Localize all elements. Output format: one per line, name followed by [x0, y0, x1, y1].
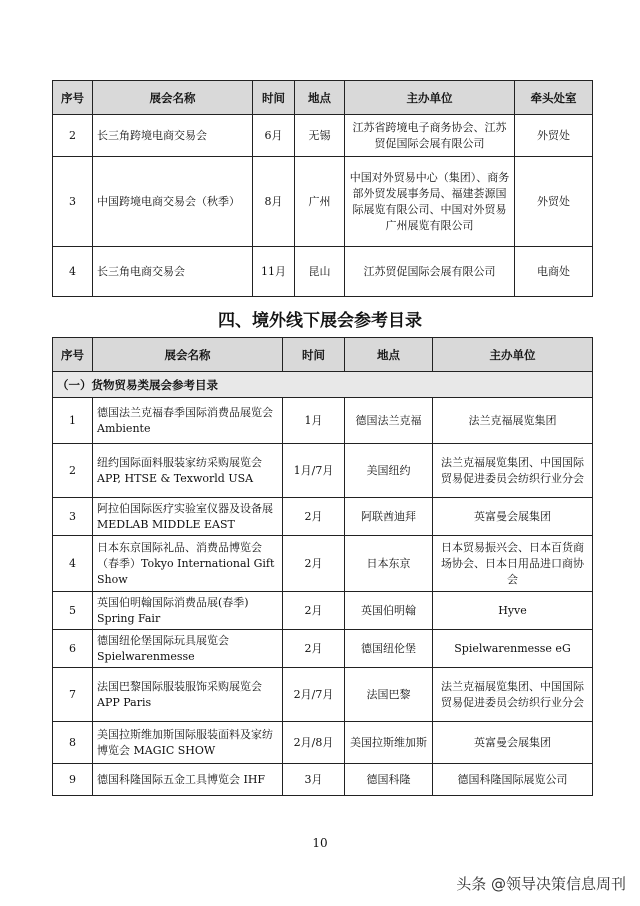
page-number: 10: [312, 836, 328, 850]
exhibition-place: 德国科隆: [345, 764, 433, 796]
exhibition-organizer: 中国对外贸易中心（集团）、商务部外贸发展事务局、福建荟源国际展览有限公司、中国对外贸易广州展览有限公司: [345, 157, 515, 247]
exhibition-name: 阿拉伯国际医疗实验室仪器及设备展 MEDLAB MIDDLE EAST: [93, 498, 283, 536]
row-number: 6: [53, 630, 93, 668]
table-row: [53, 722, 593, 764]
table-row: [53, 398, 593, 444]
row-number: 5: [53, 592, 93, 630]
row-number: 7: [53, 668, 93, 722]
subheading: （一）货物贸易类展会参考目录: [53, 372, 593, 398]
lead-department: 电商处: [515, 247, 593, 297]
table-header-row: [53, 81, 593, 115]
table-row: [53, 630, 593, 668]
exhibition-name: 德国纽伦堡国际玩具展览会 Spielwarenmesse: [93, 630, 283, 668]
row-number: 4: [53, 536, 93, 592]
exhibition-name: 纽约国际面料服装家纺采购展览会 APP, HTSE & Texworld USA: [93, 444, 283, 498]
table-row: [53, 247, 593, 297]
exhibition-time: 6月: [253, 115, 295, 157]
header-cell: 主办单位: [433, 338, 593, 372]
exhibition-time: 2月: [283, 536, 345, 592]
exhibition-place: 德国纽伦堡: [345, 630, 433, 668]
exhibition-name: 德国科隆国际五金工具博览会 IHF: [93, 764, 283, 796]
table-row: [53, 115, 593, 157]
exhibition-organizer: 日本贸易振兴会、日本百货商场协会、日本日用品进口商协会: [433, 536, 593, 592]
row-number: 2: [53, 444, 93, 498]
header-cell: 地点: [295, 81, 345, 115]
exhibition-place: 日本东京: [345, 536, 433, 592]
row-number: 8: [53, 722, 93, 764]
exhibition-organizer: Spielwarenmesse eG: [433, 630, 593, 668]
exhibition-place: 广州: [295, 157, 345, 247]
exhibition-name: 德国法兰克福春季国际消费品展览会 Ambiente: [93, 398, 283, 444]
header-cell: 展会名称: [93, 338, 283, 372]
exhibition-time: 2月: [283, 498, 345, 536]
exhibition-name: 长三角电商交易会: [93, 247, 253, 297]
exhibition-place: 阿联酋迪拜: [345, 498, 433, 536]
exhibition-time: 8月: [253, 157, 295, 247]
exhibition-time: 1月: [283, 398, 345, 444]
row-number: 3: [53, 498, 93, 536]
exhibition-place: 昆山: [295, 247, 345, 297]
row-number: 1: [53, 398, 93, 444]
exhibition-organizer: 英富曼会展集团: [433, 722, 593, 764]
exhibition-organizer: 法兰克福展览集团、中国国际贸易促进委员会纺织行业分会: [433, 668, 593, 722]
header-cell: 展会名称: [93, 81, 253, 115]
table-header-row: [53, 338, 593, 372]
exhibition-table-overseas: [52, 337, 593, 796]
exhibition-place: 法国巴黎: [345, 668, 433, 722]
exhibition-organizer: 德国科隆国际展览公司: [433, 764, 593, 796]
section-title: 四、境外线下展会参考目录: [218, 311, 422, 331]
table-row: [53, 592, 593, 630]
exhibition-time: 2月: [283, 630, 345, 668]
exhibition-organizer: 法兰克福展览集团、中国国际贸易促进委员会纺织行业分会: [433, 444, 593, 498]
exhibition-organizer: 法兰克福展览集团: [433, 398, 593, 444]
exhibition-organizer: 英富曼会展集团: [433, 498, 593, 536]
table-row: [53, 157, 593, 247]
exhibition-time: 3月: [283, 764, 345, 796]
table-row: [53, 668, 593, 722]
source-watermark: 头条 @领导决策信息周刊: [456, 875, 626, 893]
header-cell: 序号: [53, 338, 93, 372]
lead-department: 外贸处: [515, 115, 593, 157]
table-row: [53, 498, 593, 536]
header-cell: 牵头处室: [515, 81, 593, 115]
header-cell: 序号: [53, 81, 93, 115]
lead-department: 外贸处: [515, 157, 593, 247]
table-row: [53, 444, 593, 498]
exhibition-place: 无锡: [295, 115, 345, 157]
header-cell: 主办单位: [345, 81, 515, 115]
exhibition-name: 法国巴黎国际服装服饰采购展览会 APP Paris: [93, 668, 283, 722]
subheading-row: [53, 372, 593, 398]
exhibition-time: 2月: [283, 592, 345, 630]
exhibition-name: 长三角跨境电商交易会: [93, 115, 253, 157]
header-cell: 时间: [253, 81, 295, 115]
exhibition-time: 11月: [253, 247, 295, 297]
table-row: [53, 536, 593, 592]
exhibition-name: 中国跨境电商交易会（秋季）: [93, 157, 253, 247]
exhibition-place: 美国拉斯维加斯: [345, 722, 433, 764]
row-number: 4: [53, 247, 93, 297]
exhibition-place: 德国法兰克福: [345, 398, 433, 444]
exhibition-name: 美国拉斯维加斯国际服装面料及家纺博览会 MAGIC SHOW: [93, 722, 283, 764]
exhibition-organizer: Hyve: [433, 592, 593, 630]
exhibition-time: 2月/7月: [283, 668, 345, 722]
exhibition-table-domestic: [52, 80, 593, 297]
header-cell: 地点: [345, 338, 433, 372]
exhibition-place: 美国纽约: [345, 444, 433, 498]
header-cell: 时间: [283, 338, 345, 372]
row-number: 2: [53, 115, 93, 157]
exhibition-time: 2月/8月: [283, 722, 345, 764]
exhibition-organizer: 江苏省跨境电子商务协会、江苏贸促国际会展有限公司: [345, 115, 515, 157]
exhibition-organizer: 江苏贸促国际会展有限公司: [345, 247, 515, 297]
exhibition-name: 英国伯明翰国际消费品展(春季) Spring Fair: [93, 592, 283, 630]
exhibition-name: 日本东京国际礼品、消费品博览会（春季）Tokyo International Gift Show: [93, 536, 283, 592]
table-row: [53, 764, 593, 796]
exhibition-time: 1月/7月: [283, 444, 345, 498]
row-number: 9: [53, 764, 93, 796]
exhibition-place: 英国伯明翰: [345, 592, 433, 630]
row-number: 3: [53, 157, 93, 247]
